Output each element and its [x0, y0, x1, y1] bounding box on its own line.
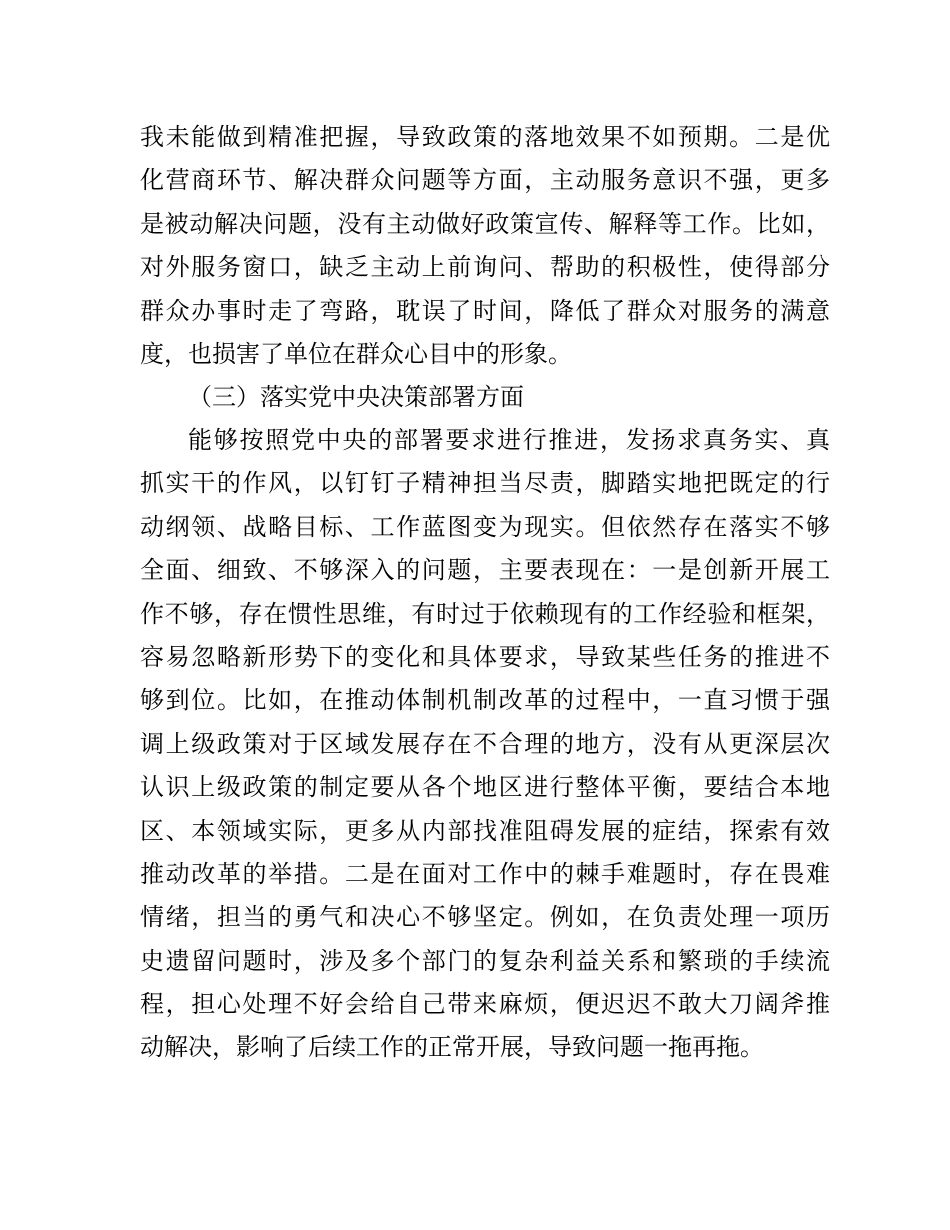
- paragraph-line: 够到位。比如，在推动体制机制改革的过程中，一直习惯于强: [140, 686, 830, 715]
- paragraph-line: 史遗留问题时，涉及多个部门的复杂利益关系和繁琐的手续流: [140, 946, 830, 975]
- section-heading-block: [140, 376, 830, 419]
- paragraph-line: 区、本领域实际，更多从内部找准阻碍发展的症结，探索有效: [140, 816, 830, 845]
- paragraph-line: 作不够，存在惯性思维，有时过于依赖现有的工作经验和框架，: [140, 599, 830, 628]
- paragraph-line: 容易忽略新形势下的变化和具体要求，导致某些任务的推进不: [140, 642, 830, 671]
- paragraph-line: 调上级政策对于区域发展存在不合理的地方，没有从更深层次: [140, 729, 830, 758]
- section-heading: （三）落实党中央决策部署方面: [188, 383, 524, 411]
- paragraph-line: 推动改革的举措。二是在面对工作中的棘手难题时，存在畏难: [140, 859, 830, 888]
- paragraph-line: 度，也损害了单位在群众心目中的形象。: [140, 339, 572, 368]
- paragraph-line: 程，担心处理不好会给自己带来麻烦，便迟迟不敢大刀阔斧推: [140, 990, 830, 1019]
- paragraph-line: 是被动解决问题，没有主动做好政策宣传、解释等工作。比如，: [140, 209, 830, 238]
- paragraph-line: 能够按照党中央的部署要求进行推进，发扬求真务实、真: [188, 426, 830, 454]
- paragraph-line: 认识上级政策的制定要从各个地区进行整体平衡，要结合本地: [140, 773, 830, 802]
- paragraph-line: 情绪，担当的勇气和决心不够坚定。例如，在负责处理一项历: [140, 903, 830, 932]
- paragraph-line: 动纲领、战略目标、工作蓝图变为现实。但依然存在落实不够: [140, 512, 830, 541]
- paragraph-2: [140, 419, 830, 1070]
- paragraph-1: [140, 116, 830, 376]
- paragraph-line: 抓实干的作风，以钉钉子精神担当尽责，脚踏实地把既定的行: [140, 469, 830, 498]
- paragraph-line: 化营商环节、解决群众问题等方面，主动服务意识不强，更多: [140, 166, 830, 195]
- paragraph-line: 群众办事时走了弯路，耽误了时间，降低了群众对服务的满意: [140, 296, 830, 325]
- paragraph-line: 动解决，影响了后续工作的正常开展，导致问题一拖再拖。: [140, 1033, 764, 1062]
- paragraph-line: 对外服务窗口，缺乏主动上前询问、帮助的积极性，使得部分: [140, 253, 830, 282]
- paragraph-line: 全面、细致、不够深入的问题，主要表现在：一是创新开展工: [140, 556, 830, 585]
- paragraph-line: 我未能做到精准把握，导致政策的落地效果不如预期。二是优: [140, 123, 830, 151]
